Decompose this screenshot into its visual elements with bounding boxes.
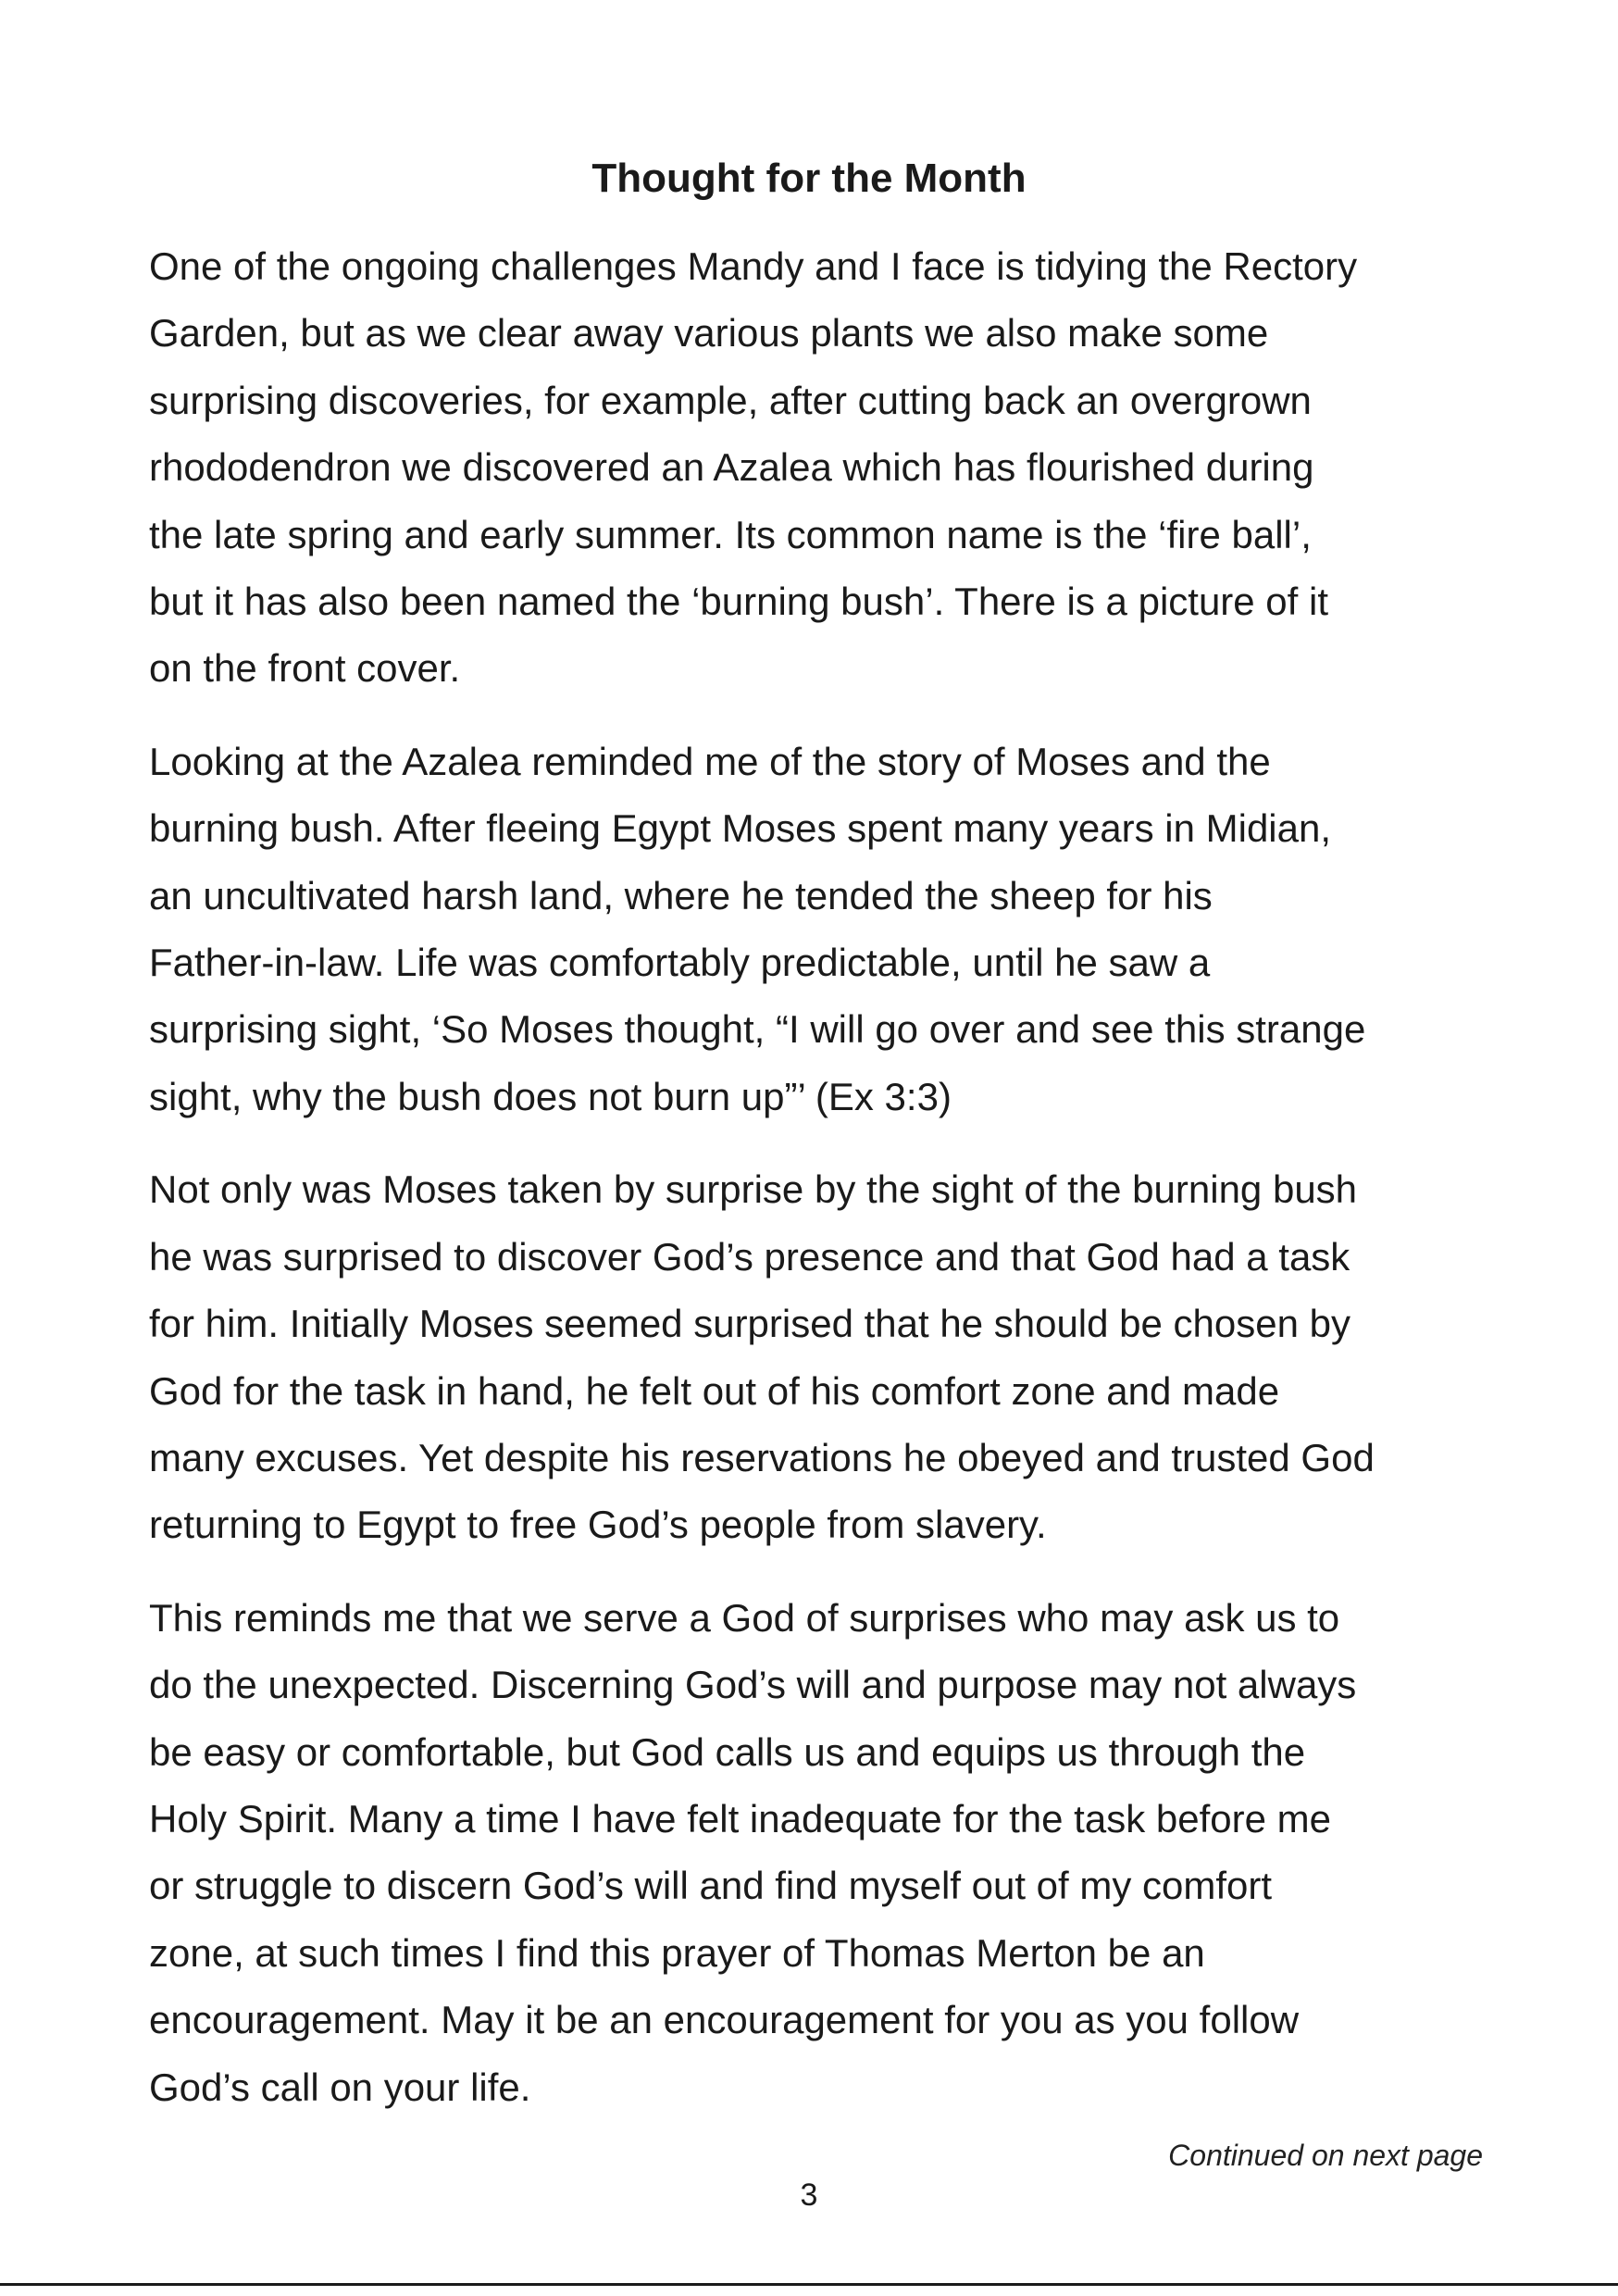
paragraph-4: This reminds me that we serve a God of surprises who may ask us to do the unexpected. Discerning God’s will and purpose may not always be easy or comfortable, but God calls us and equips us through the Holy Spirit. Many a time I have felt inadequate for the task before me or struggle to discern God’s will and find myself out of my comfort zone, at such times I find this prayer of Thomas Merton be an encouragement. May it be an encouragement for you as you follow God’s call on your life. — [149, 1595, 1357, 2109]
bottom-divider — [0, 2283, 1618, 2286]
paragraph-2: Looking at the Azalea reminded me of the story of Moses and the burning bush. After fleeing Egypt Moses spent many years in Midian, an uncultivated harsh land, where he tended the sheep for his Father-in-law. Life was comfortably predictable, until he saw a surprising sight, ‘So Moses thought, “I will go over and see this strange sight, why the bush does not burn up”’ (Ex 3:3) — [149, 739, 1366, 1118]
page-number: 3 — [800, 2177, 818, 2213]
page-title: Thought for the Month — [591, 156, 1027, 201]
continued-note: Continued on next page — [1168, 2139, 1483, 2172]
paragraph-3: Not only was Moses taken by surprise by the sight of the burning bush he was surprised to discover God’s presence and that God had a task for him. Initially Moses seemed surprised that he should be chosen by God for the task in hand, he felt out of his comfort zone and made many excuses. Yet despite his reservations he obeyed and trusted God returning to Egypt to free God’s people from slavery. — [149, 1167, 1375, 1547]
paragraph-1: One of the ongoing challenges Mandy and I face is tidying the Rectory Garden, but as we clear away various plants we also make some surprising discoveries, for example, after cutting back an overgrown rhododendron we discovered an Azalea which has flourished during the late spring and early summer. Its common name is the ‘fire ball’, but it has also been named the ‘burning bush’. There is a picture of it on the front cover. — [149, 244, 1358, 691]
article-body — [149, 233, 1500, 2147]
